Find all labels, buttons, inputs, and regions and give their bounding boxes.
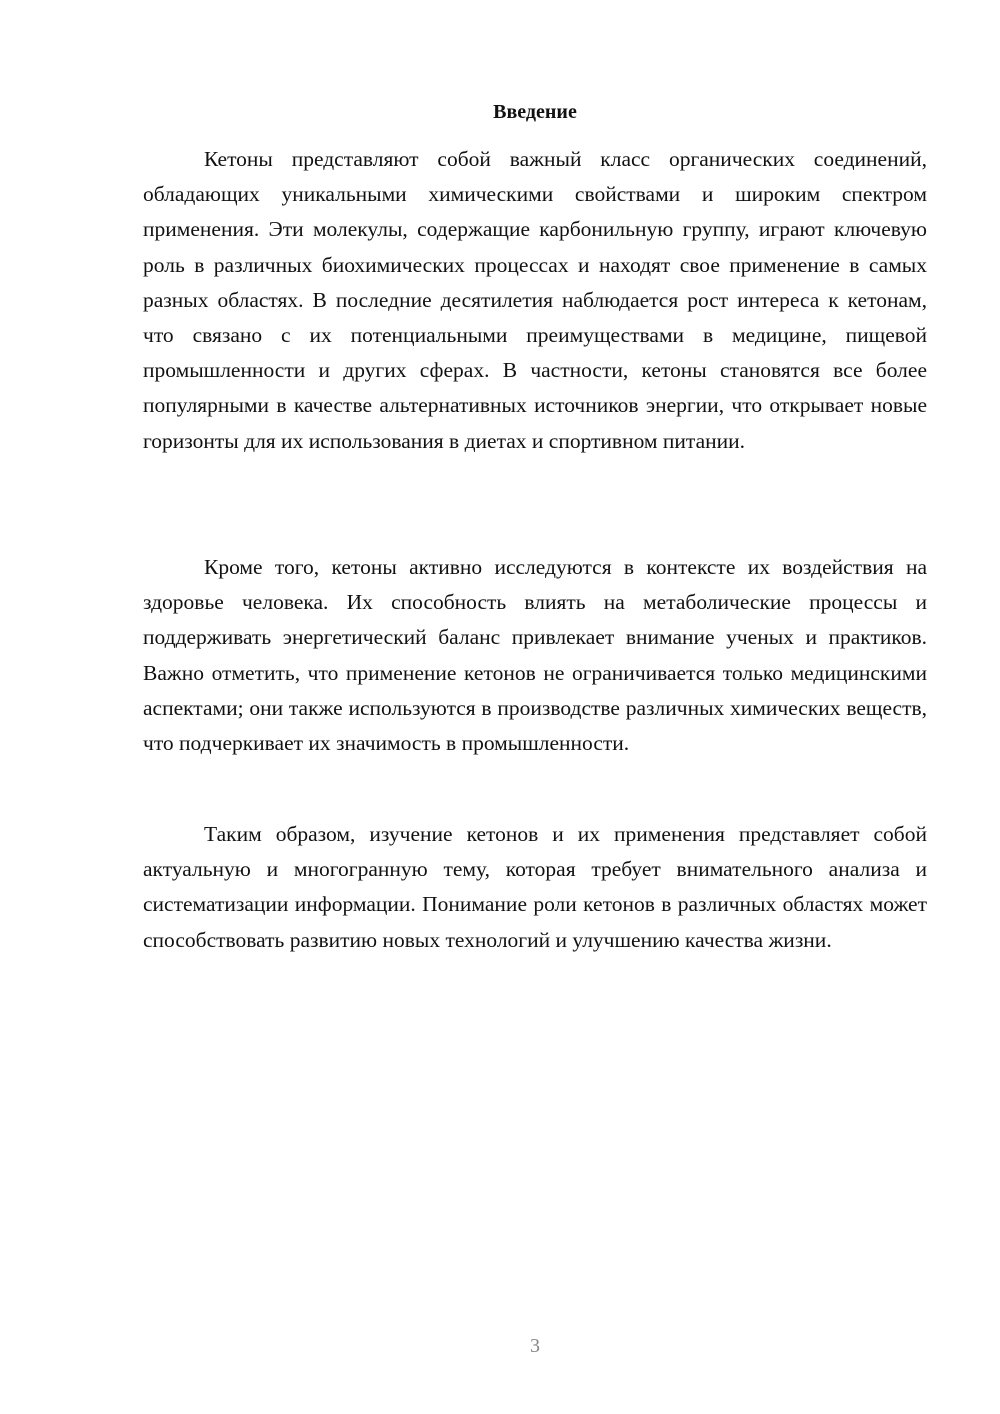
page-number: 3 <box>530 1335 540 1357</box>
section-heading: Введение <box>493 101 577 123</box>
paragraph-1: Кетоны представляют собой важный класс органических соединений, обладающих уникальными химическими свойствами и широким спектром применения. Эти молекулы, содержащие карбонильную группу, играют ключевую роль в различных биохимических процессах и находят свое применение в самых разных областях. В последние десятилетия наблюдается рост интереса к кетонам, что связано с их потенциальными преимуществами в медицине, пищевой промышленности и других сферах. В частности, кетоны становятся все более популярными в качестве альтернативных источников энергии, что открывает новые горизонты для их использования в диетах и спортивном питании. <box>143 147 927 453</box>
paragraph-2: Кроме того, кетоны активно исследуются в контексте их воздействия на здоровье человека. Их способность влиять на метаболические процессы и поддерживать энергетический баланс привлекает внимание ученых и практиков. Важно отметить, что применение кетонов не ограничивается только медицинскими аспектами; они также используются в производстве различных химических веществ, что подчеркивает их значимость в промышленности. <box>143 555 927 756</box>
paragraph-3: Таким образом, изучение кетонов и их применения представляет собой актуальную и многогранную тему, которая требует внимательного анализа и систематизации информации. Понимание роли кетонов в различных областях может способствовать развитию новых технологий и улучшению качества жизни. <box>143 822 927 952</box>
